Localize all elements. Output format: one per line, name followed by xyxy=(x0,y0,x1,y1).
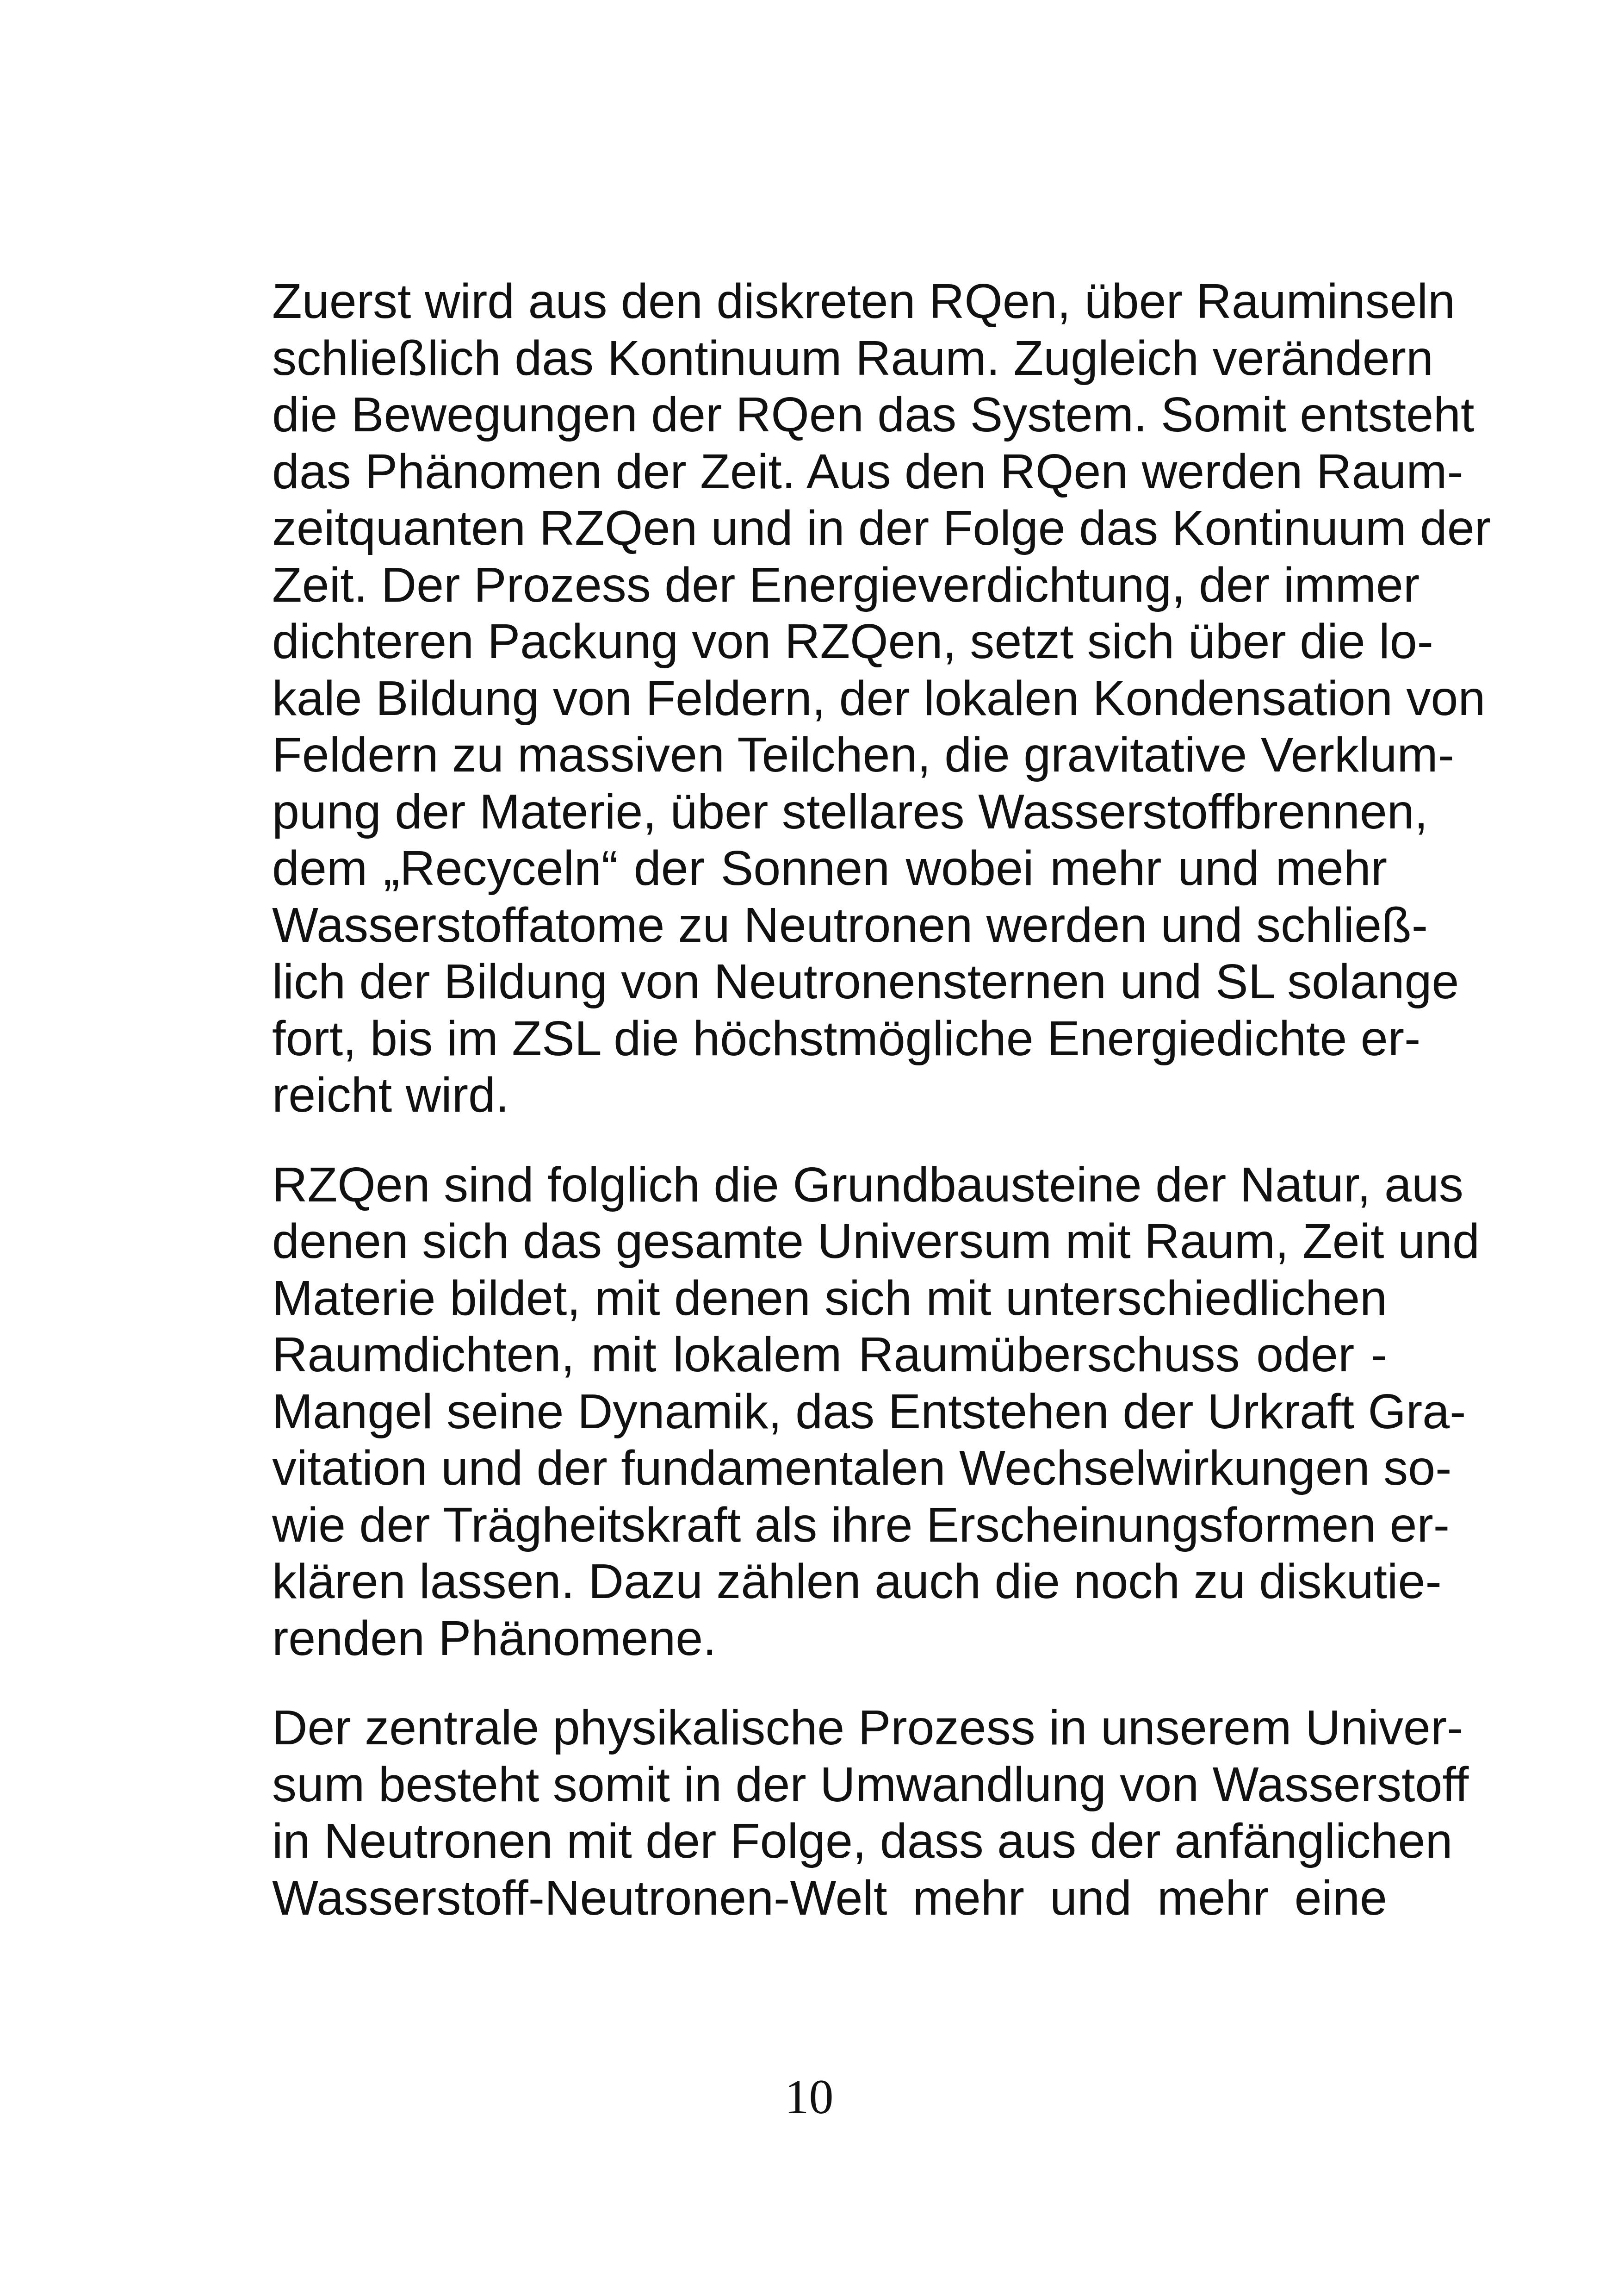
paragraph xyxy=(272,273,1491,1124)
text-line: vitation und der fundamentalen Wechselwirkungen so- xyxy=(272,1441,1452,1495)
text-line: dichteren Packung von RZQen, setzt sich über die lo- xyxy=(272,614,1433,669)
body-text xyxy=(272,273,1491,1959)
text-line: pung der Materie, über stellares Wasserstoffbrennen, xyxy=(272,784,1428,839)
text-line: denen sich das gesamte Universum mit Raum, Zeit und xyxy=(272,1214,1480,1269)
text-line: sum besteht somit in der Umwandlung von Wasserstoff xyxy=(272,1757,1469,1812)
page-number: 10 xyxy=(784,2070,834,2124)
text-line: Materie bildet, mit denen sich mit unterschiedlichen xyxy=(272,1270,1387,1325)
text-line: Wasserstoffatome zu Neutronen werden und schließ- xyxy=(272,897,1428,952)
text-line: fort, bis im ZSL die höchstmögliche Energiedichte er- xyxy=(272,1011,1421,1066)
text-line: lich der Bildung von Neutronensternen und SL solange xyxy=(272,954,1459,1009)
text-line: dem „Recyceln“ der Sonnen wobei mehr und mehr xyxy=(272,841,1387,896)
paragraph xyxy=(272,1157,1480,1667)
text-line: Wasserstoff-Neutronen-Welt mehr und mehr eine xyxy=(272,1870,1387,1925)
text-line: zeitquanten RZQen und in der Folge das Kontinuum der xyxy=(272,501,1491,555)
text-line: das Phänomen der Zeit. Aus den RQen werden Raum- xyxy=(272,444,1463,499)
text-line: Zuerst wird aus den diskreten RQen, über Rauminseln xyxy=(272,274,1455,329)
text-line: Mangel seine Dynamik, das Entstehen der Urkraft Gra- xyxy=(272,1384,1466,1439)
text-line: renden Phänomene. xyxy=(272,1611,717,1666)
text-line: schließlich das Kontinuum Raum. Zugleich verändern xyxy=(272,330,1433,386)
text-line: kale Bildung von Feldern, der lokalen Kondensation von xyxy=(272,671,1486,726)
text-line: reicht wird. xyxy=(272,1068,509,1122)
text-line: wie der Trägheitskraft als ihre Erscheinungsformen er- xyxy=(272,1497,1450,1552)
text-line: Raumdichten, mit lokalem Raumüberschuss oder - xyxy=(272,1327,1387,1382)
text-line: Feldern zu massiven Teilchen, die gravitative Verklum- xyxy=(272,728,1454,782)
text-line: Der zentrale physikalische Prozess in unserem Univer- xyxy=(272,1700,1463,1755)
text-line: in Neutronen mit der Folge, dass aus der anfänglichen xyxy=(272,1814,1453,1868)
text-line: die Bewegungen der RQen das System. Somit entsteht xyxy=(272,387,1475,442)
paragraph xyxy=(272,1699,1469,1926)
text-line: klären lassen. Dazu zählen auch die noch zu diskutie- xyxy=(272,1554,1442,1609)
text-line: Zeit. Der Prozess der Energieverdichtung, der immer xyxy=(272,557,1420,612)
text-line: RZQen sind folglich die Grundbausteine der Natur, aus xyxy=(272,1157,1463,1212)
